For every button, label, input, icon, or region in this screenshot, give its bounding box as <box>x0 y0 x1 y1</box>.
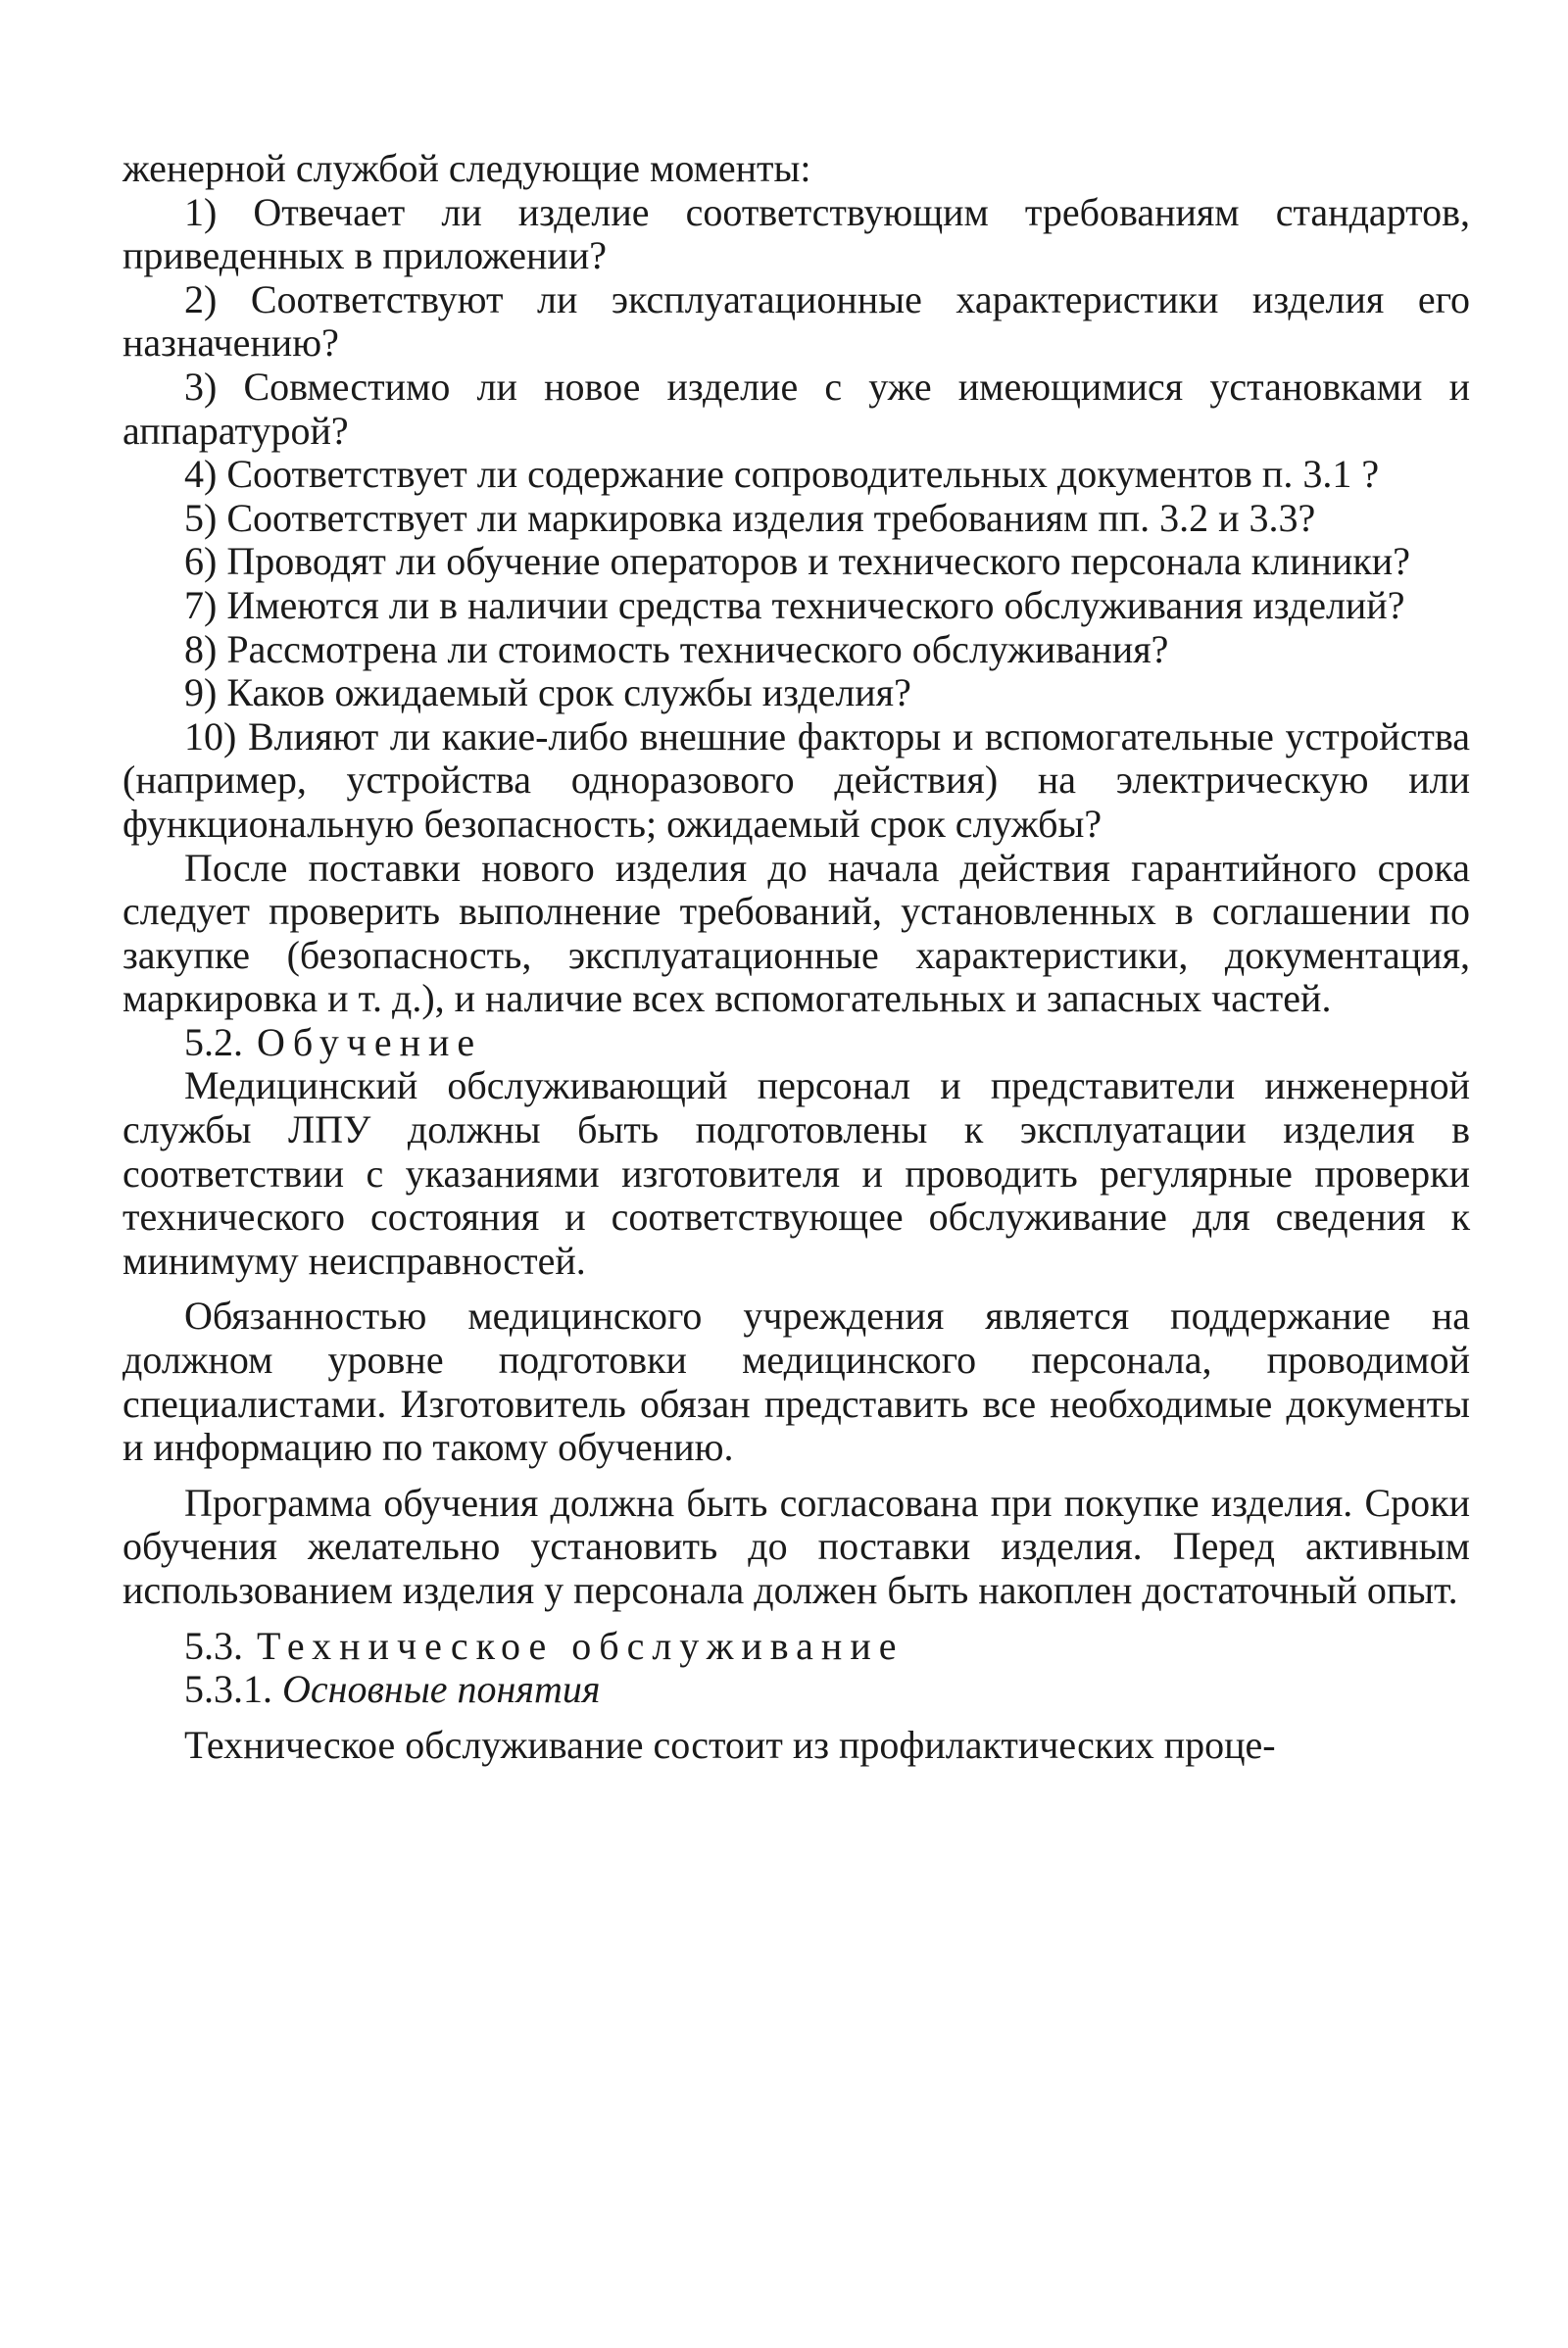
section-5-2-number: 5.2. <box>184 1019 243 1064</box>
section-5-3-1-number: 5.3.1. <box>184 1667 272 1712</box>
section-5-2-title: Обучение <box>257 1019 483 1064</box>
question-8: 8) Рассмотрена ли стоимость технического обслуживания? <box>184 626 1169 671</box>
question-2: 2) Соответствуют ли эксплуатационные характеристики изделия его назначению? <box>122 276 1470 366</box>
training-paragraph-1: Медицинский обслуживающий персонал и представители инженерной службы ЛПУ должны быть подготовлены к эксплуатации изделия в соответствии с указаниями изготовителя и проводить регулярные проверки технического состояния и соответствующее обслуживание для сведения к минимуму неисправностей. <box>122 1063 1470 1283</box>
section-5-3-title: Техническое обслуживание <box>257 1623 905 1668</box>
question-3: 3) Совместимо ли новое изделие с уже имеющимися установками и аппаратурой? <box>122 364 1470 453</box>
paragraph-gap <box>122 1712 1470 1724</box>
training-paragraph-2: Обязанностью медицинского учреждения является поддержание на должном уровне подготовки медицинского персонала, проводимой специалистами. Изготовитель обязан представить все необходимые документы и информацию по такому обучению. <box>122 1294 1470 1470</box>
last-line: Техническое обслуживание состоит из профилактических проце- <box>184 1722 1276 1767</box>
question-7: 7) Имеются ли в наличии средства технического обслуживания изделий? <box>184 582 1405 627</box>
paragraph-gap <box>122 1470 1470 1482</box>
question-5: 5) Соответствует ли маркировка изделия требованиям пп. 3.2 и 3.3? <box>184 495 1316 540</box>
section-5-2-heading <box>122 1021 1470 1065</box>
question-9: 9) Каков ожидаемый срок службы изделия? <box>184 670 911 715</box>
document-page <box>122 147 1470 1767</box>
training-paragraph-3: Программа обучения должна быть согласована при покупке изделия. Сроки обучения желательно установить до поставки изделия. Перед активным использованием изделия у персонала должен быть накоплен достаточный опыт. <box>122 1480 1470 1612</box>
question-6: 6) Проводят ли обучение операторов и технического персонала клиники? <box>184 539 1410 584</box>
section-5-3-1-title: Основные понятия <box>282 1667 601 1712</box>
intro-text: женерной службой следующие моменты: <box>122 146 811 190</box>
question-10: 10) Влияют ли какие-либо внешние факторы и вспомогательные устройства (например, устройства одноразового действия) на электрическую или функциональную безопасность; ожидаемый срок службы? <box>122 713 1470 846</box>
section-5-3-1-heading <box>122 1668 1470 1712</box>
question-1: 1) Отвечает ли изделие соответствующим требованиям стандартов, приведенных в приложении? <box>122 189 1470 278</box>
section-5-3-number: 5.3. <box>184 1623 243 1668</box>
section-5-3-heading <box>122 1625 1470 1669</box>
after-delivery-paragraph: После поставки нового изделия до начала действия гарантийного срока следует проверить выполнение требований, установленных в соглашении по закупке (безопасность, эксплуатационные характеристики, документация, маркировка и т. д.), и наличие всех вспомогательных и запасных частей. <box>122 845 1470 1021</box>
question-4: 4) Соответствует ли содержание сопроводительных документов п. 3.1 ? <box>184 452 1380 497</box>
